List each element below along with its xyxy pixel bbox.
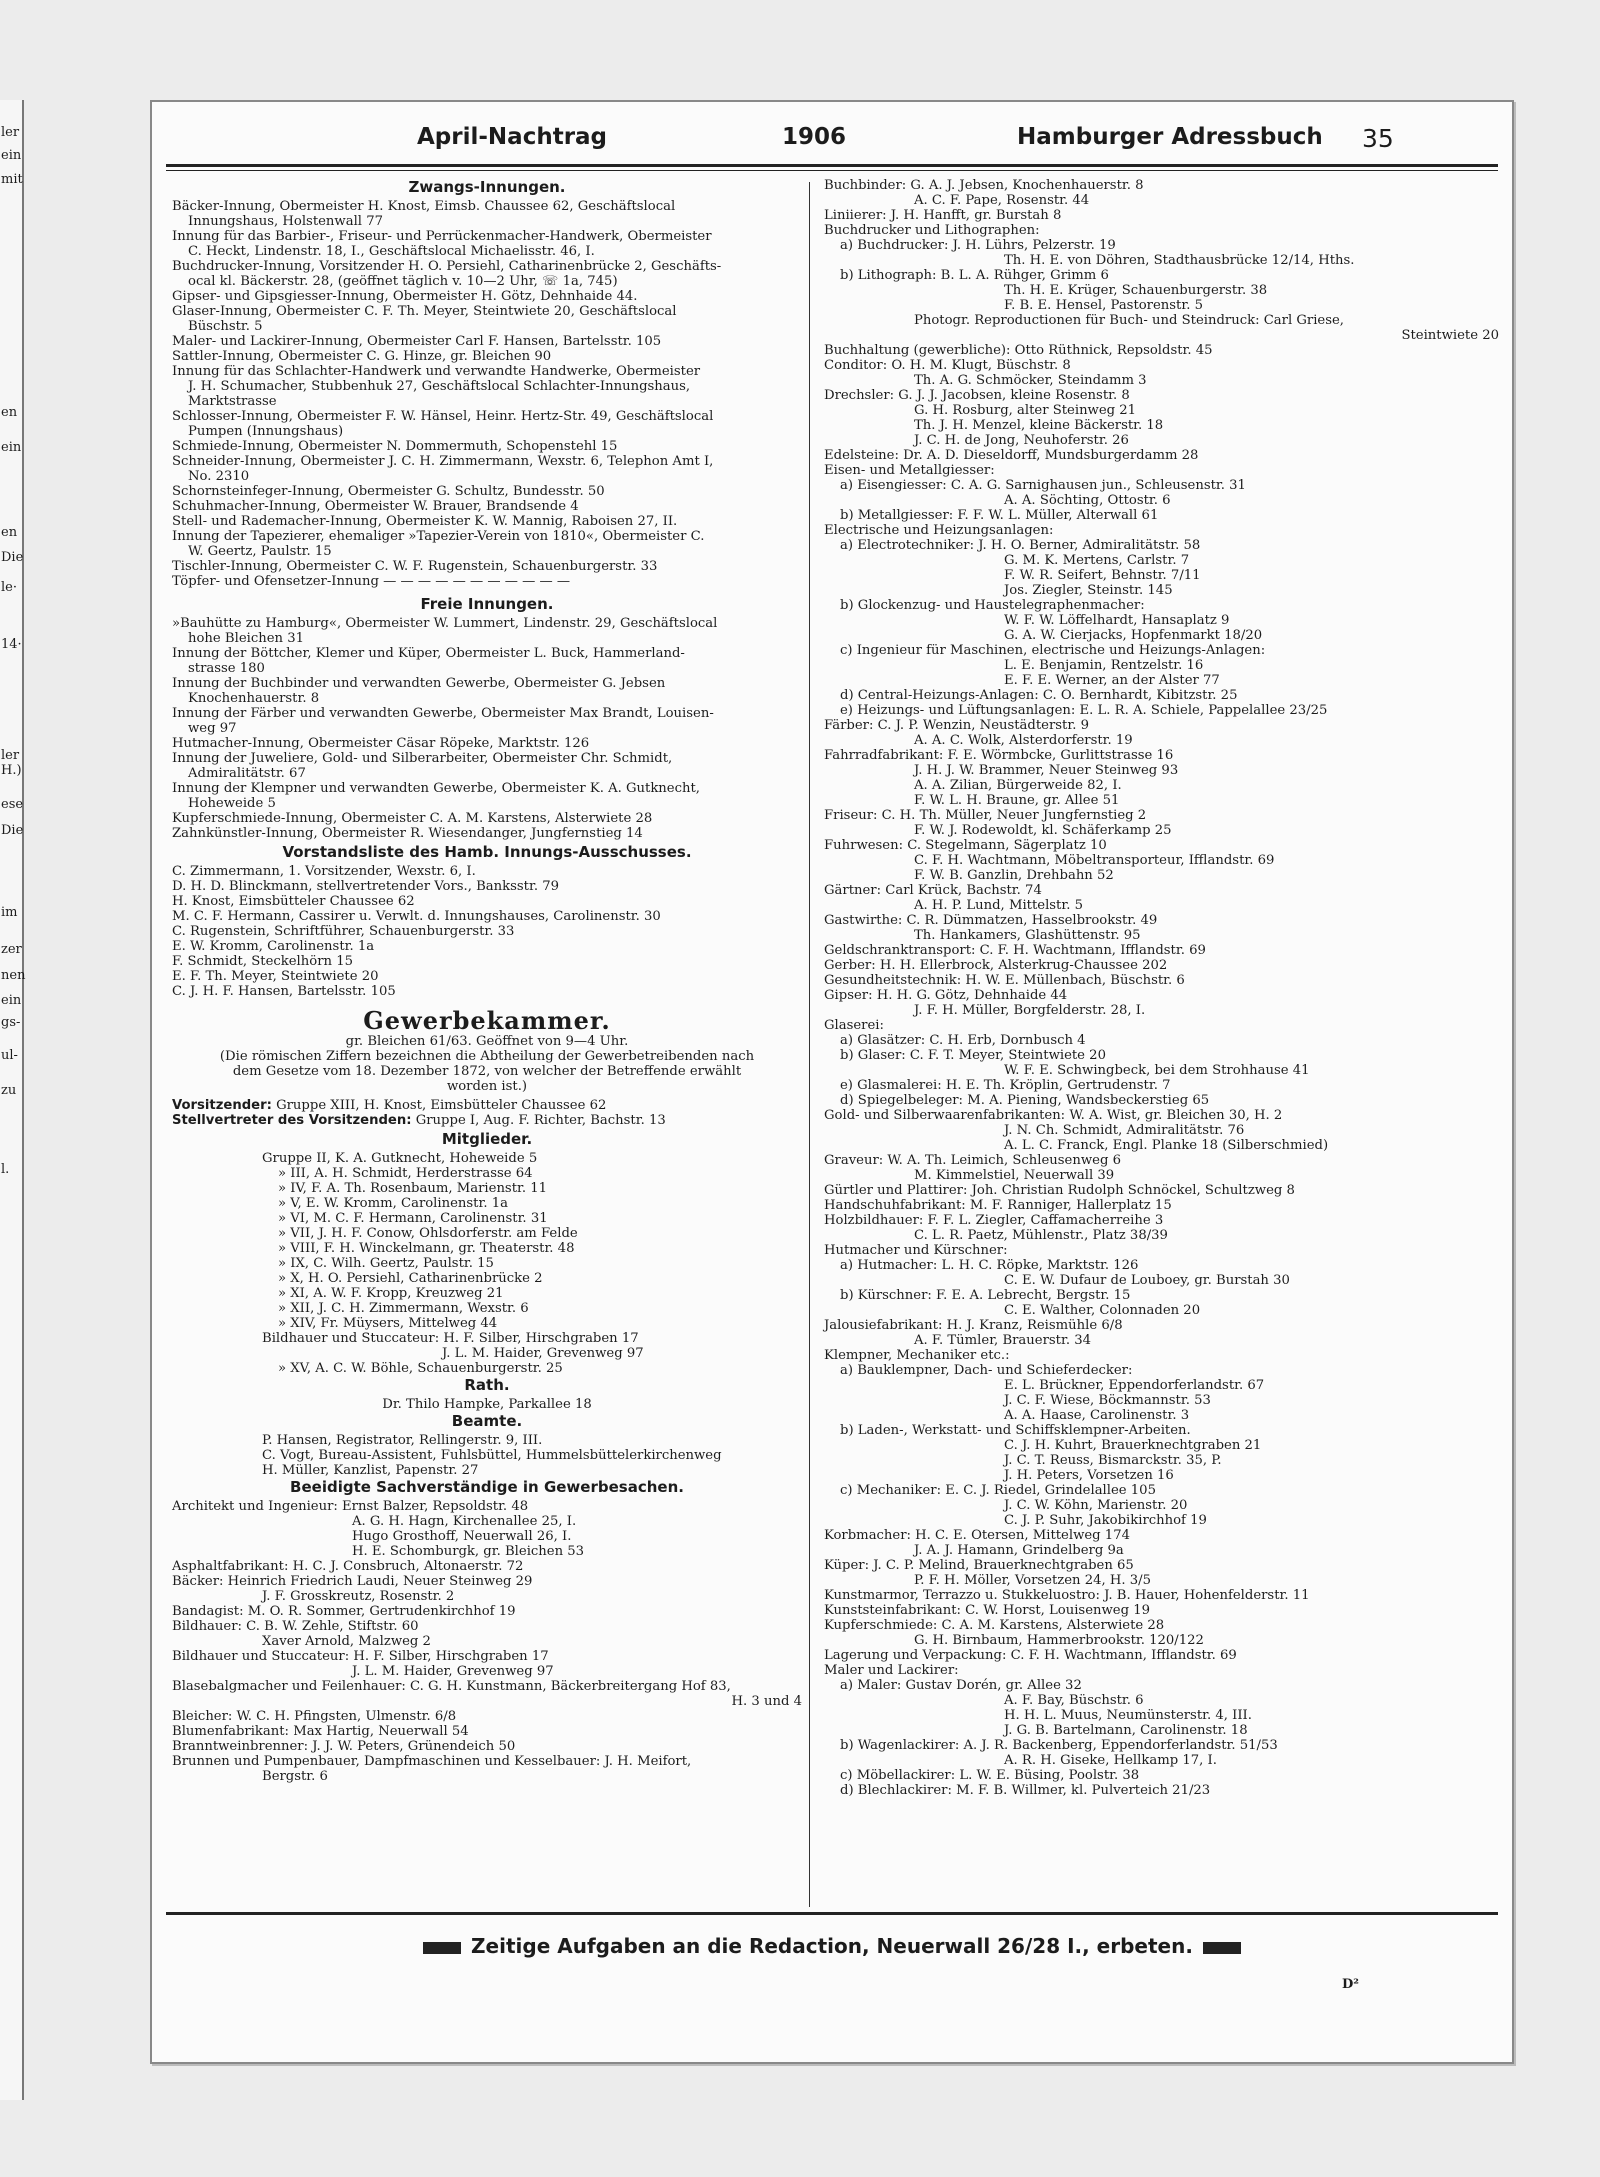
entry-line: Tischler-Innung, Obermeister C. W. F. Rugenstein, Schauenburgerstr. 33 [172, 559, 658, 574]
entry-line: D. H. D. Blinckmann, stellvertretender Vors., Banksstr. 79 [172, 879, 559, 894]
entry-line: b) Glockenzug- und Haustelegraphenmacher: [840, 598, 1145, 613]
right-column [824, 178, 1499, 1798]
vorsitzender-line [172, 1098, 802, 1113]
entry-line: Th. H. E. Krüger, Schauenburgerstr. 38 [1004, 283, 1268, 298]
entry-line: Bleicher: W. C. H. Pfingsten, Ulmenstr. 6/8 [172, 1709, 457, 1724]
entry-line: c) Mechaniker: E. C. J. Riedel, Grindelallee 105 [840, 1483, 1156, 1498]
zwangs-innungen-heading: Zwangs-Innungen. [408, 178, 566, 196]
beamte-heading: Beamte. [451, 1412, 523, 1430]
entry-line: b) Glaser: C. F. T. Meyer, Steintwiete 20 [840, 1048, 1106, 1063]
entry-line: A. F. Tümler, Brauerstr. 34 [914, 1333, 1091, 1348]
entry-line: Liniierer: J. H. Hanfft, gr. Burstah 8 [824, 208, 1062, 223]
entry-line: Glaser-Innung, Obermeister C. F. Th. Meyer, Steintwiete 20, Geschäftslocal [172, 304, 677, 319]
entry-line: Innung der Klempner und verwandten Gewerbe, Obermeister K. A. Gutknecht, [172, 781, 700, 796]
entry-line: C. F. H. Wachtmann, Möbeltransporteur, Ifflandstr. 69 [914, 853, 1275, 868]
stellvertreter-line [172, 1113, 802, 1128]
entry-line: » IV, F. A. Th. Rosenbaum, Marienstr. 11 [278, 1181, 548, 1196]
entry-line: E. F. Th. Meyer, Steintwiete 20 [172, 969, 379, 984]
entry-line: Bäcker: Heinrich Friedrich Laudi, Neuer Steinweg 29 [172, 1574, 533, 1589]
vorstandsliste-heading: Vorstandsliste des Hamb. Innungs-Ausschusses. [282, 843, 692, 861]
entry-line: Innung für das Schlachter-Handwerk und verwandte Handwerke, Obermeister [172, 364, 701, 379]
entry-line: H. Knost, Eimsbütteler Chaussee 62 [172, 894, 415, 909]
freie-innungen-heading: Freie Innungen. [420, 595, 554, 613]
entry-line: Kunstmarmor, Terrazzo u. Stukkeluostro: J. B. Hauer, Hohenfelderstr. 11 [824, 1588, 1310, 1603]
entry-line: L. E. Benjamin, Rentzelstr. 16 [1004, 658, 1204, 673]
header-title: Hamburger Adressbuch [1017, 124, 1323, 150]
margin-fragment: ein [1, 993, 22, 1008]
entry-line: F. W. B. Ganzlin, Drehbahn 52 [914, 868, 1114, 883]
margin-fragment: l. [1, 1162, 10, 1177]
margin-fragment: en [1, 525, 18, 540]
entry-line: » XIV, Fr. Müysers, Mittelweg 44 [278, 1316, 498, 1331]
entry-line: d) Blechlackirer: M. F. B. Willmer, kl. Pulverteich 21/23 [840, 1783, 1211, 1798]
entry-line: F. W. R. Seifert, Behnstr. 7/11 [1004, 568, 1201, 583]
entry-line: a) Maler: Gustav Dorén, gr. Allee 32 [840, 1678, 1082, 1693]
gewerbekammer-heading: Gewerbekammer. [363, 1006, 611, 1035]
margin-fragment: H.) [1, 763, 22, 778]
entry-line: C. Zimmermann, 1. Vorsitzender, Wexstr. 6, I. [172, 864, 476, 879]
footer-rule [166, 1912, 1498, 1915]
entry-line: Xaver Arnold, Malzweg 2 [262, 1634, 431, 1649]
entry-line: Th. Hankamers, Glashüttenstr. 95 [914, 928, 1141, 943]
margin-fragment: le· [1, 580, 17, 595]
entry-line: Handschuhfabrikant: M. F. Ranniger, Hallerplatz 15 [824, 1198, 1172, 1213]
running-header [152, 124, 1512, 160]
entry-line: G. H. Birnbaum, Hammerbrookstr. 120/122 [914, 1633, 1204, 1648]
entry-line: Gürtler und Plattirer: Joh. Christian Rudolph Schnöckel, Schultzweg 8 [824, 1183, 1295, 1198]
margin-fragment: ein [1, 440, 22, 455]
entry-line: W. F. E. Schwingbeck, bei dem Strohhause 41 [1004, 1063, 1310, 1078]
entry-line: J. C. H. de Jong, Neuhoferstr. 26 [914, 433, 1129, 448]
entry-line: » VI, M. C. F. Hermann, Carolinenstr. 31 [278, 1211, 548, 1226]
page-number: 35 [1362, 124, 1394, 153]
margin-fragment: 14· [1, 637, 22, 652]
entry-line: J. C. W. Köhn, Marienstr. 20 [1004, 1498, 1188, 1513]
signature-mark: D² [1342, 1977, 1359, 1992]
entry-line: C. J. H. F. Hansen, Bartelsstr. 105 [172, 984, 396, 999]
entry-line: gr. Bleichen 61/63. Geöffnet von 9—4 Uhr. [345, 1034, 629, 1049]
entry-line: Hutmacher-Innung, Obermeister Cäsar Röpeke, Marktstr. 126 [172, 736, 590, 751]
margin-fragment: ese [1, 797, 24, 812]
entry-line: P. Hansen, Registrator, Rellingerstr. 9, III. [262, 1433, 543, 1448]
entry-line: Klempner, Mechaniker etc.: [824, 1348, 1010, 1363]
entry-line: Gold- und Silberwaarenfabrikanten: W. A. Wist, gr. Bleichen 30, H. 2 [824, 1108, 1283, 1123]
entry-line: a) Glasätzer: C. H. Erb, Dornbusch 4 [840, 1033, 1086, 1048]
entry-line: Jalousiefabrikant: H. J. Kranz, Reismühle 6/8 [824, 1318, 1123, 1333]
entry-line: Färber: C. J. P. Wenzin, Neustädterstr. 9 [824, 718, 1089, 733]
entry-line: » III, A. H. Schmidt, Herderstrasse 64 [278, 1166, 533, 1181]
entry-line: Photogr. Reproductionen für Buch- und Steindruck: Carl Griese, [914, 313, 1344, 328]
entry-line: b) Wagenlackirer: A. J. R. Backenberg, Eppendorferlandstr. 51/53 [840, 1738, 1278, 1753]
entry-line: Kunststeinfabrikant: C. W. Horst, Louisenweg 19 [824, 1603, 1150, 1618]
entry-line: Kupferschmiede-Innung, Obermeister C. A. M. Karstens, Alsterwiete 28 [172, 811, 653, 826]
vorstandsliste-list [172, 864, 802, 999]
adjacent-page-edge [0, 100, 24, 2100]
entry-line: (Die römischen Ziffern bezeichnen die Abtheilung der Gewerbetreibenden nach [219, 1049, 755, 1064]
entry-line: Admiralitätstr. 67 [188, 766, 306, 781]
margin-fragment: gs- [1, 1015, 21, 1030]
entry-line: C. E. Walther, Colonnaden 20 [1004, 1303, 1201, 1318]
entry-line: Gärtner: Carl Krück, Bachstr. 74 [824, 883, 1042, 898]
entry-line: Büschstr. 5 [188, 319, 263, 334]
margin-fragment: mit [1, 172, 23, 187]
entry-line: Bildhauer und Stuccateur: H. F. Silber, Hirschgraben 17 [172, 1649, 549, 1664]
margin-fragment: Die [1, 823, 24, 838]
entry-line: » IX, C. Wilh. Geertz, Paulstr. 15 [278, 1256, 494, 1271]
stellvertreter-label: Stellvertreter des Vorsitzenden: [172, 1113, 412, 1128]
entry-line: b) Metallgiesser: F. F. W. L. Müller, Alterwall 61 [840, 508, 1159, 523]
mitglieder-heading: Mitglieder. [441, 1130, 533, 1148]
entry-line: » XV, A. C. W. Böhle, Schauenburgerstr. 25 [278, 1361, 563, 1376]
entry-line: J. A. J. Hamann, Grindelberg 9a [914, 1543, 1124, 1558]
gewerbekammer-intro [172, 1034, 802, 1094]
entry-line: J. C. F. Wiese, Böckmannstr. 53 [1004, 1393, 1211, 1408]
document-page [150, 100, 1514, 2064]
entry-line: A. G. H. Hagn, Kirchenallee 25, I. [352, 1514, 577, 1529]
entry-line: Korbmacher: H. C. E. Otersen, Mittelweg 174 [824, 1528, 1130, 1543]
footer-text: Zeitige Aufgaben an die Redaction, Neuerwall 26/28 I., erbeten. [471, 1934, 1193, 1958]
entry-line: c) Möbellackirer: L. W. E. Büsing, Poolstr. 38 [840, 1768, 1140, 1783]
entry-line: J. H. Peters, Vorsetzen 16 [1004, 1468, 1174, 1483]
entry-line: Hoheweide 5 [188, 796, 276, 811]
entry-line: Pumpen (Innungshaus) [188, 424, 344, 439]
entry-line: A. F. Bay, Büschstr. 6 [1004, 1693, 1144, 1708]
entry-line: Innung der Juweliere, Gold- und Silberarbeiter, Obermeister Chr. Schmidt, [172, 751, 673, 766]
entry-line: C. Heckt, Lindenstr. 18, I., Geschäftslocal Michaelisstr. 46, I. [188, 244, 595, 259]
entry-line: Lagerung und Verpackung: C. F. H. Wachtmann, Ifflandstr. 69 [824, 1648, 1237, 1663]
entry-line: F. W. J. Rodewoldt, kl. Schäferkamp 25 [914, 823, 1172, 838]
entry-line: W. F. W. Löffelhardt, Hansaplatz 9 [1004, 613, 1230, 628]
entry-line: Bildhauer: C. B. W. Zehle, Stiftstr. 60 [172, 1619, 419, 1634]
entry-line: c) Ingenieur für Maschinen, electrische und Heizungs-Anlagen: [840, 643, 1266, 658]
entry-line: A. A. Zilian, Bürgerweide 82, I. [914, 778, 1122, 793]
entry-line: a) Buchdrucker: J. H. Lührs, Pelzerstr. 19 [840, 238, 1116, 253]
entry-line: Electrische und Heizungsanlagen: [824, 523, 1054, 538]
margin-fragment: nen [1, 968, 26, 983]
entry-line: Marktstrasse [188, 394, 277, 409]
entry-line: G. M. K. Mertens, Carlstr. 7 [1004, 553, 1190, 568]
entry-line: A. H. P. Lund, Mittelstr. 5 [914, 898, 1083, 913]
entry-line: strasse 180 [188, 661, 265, 676]
entry-line: » VII, J. H. F. Conow, Ohlsdorferstr. am Felde [278, 1226, 578, 1241]
pointing-hand-icon [1203, 1942, 1241, 1954]
entry-line: e) Heizungs- und Lüftungsanlagen: E. L. R. A. Schiele, Pappelallee 23/25 [840, 703, 1328, 718]
entry-line: a) Bauklempner, Dach- und Schieferdecker: [840, 1363, 1133, 1378]
column-divider [809, 182, 810, 1907]
entry-line: Innung für das Barbier-, Friseur- und Perrückenmacher-Handwerk, Obermeister [172, 229, 712, 244]
entry-line: Th. A. G. Schmöcker, Steindamm 3 [914, 373, 1147, 388]
entry-line: hohe Bleichen 31 [188, 631, 305, 646]
margin-fragment: Die [1, 550, 24, 565]
entry-line: W. Geertz, Paulstr. 15 [188, 544, 332, 559]
entry-line: G. A. W. Cierjacks, Hopfenmarkt 18/20 [1004, 628, 1263, 643]
entry-line: Gipser- und Gipsgiesser-Innung, Obermeister H. Götz, Dehnhaide 44. [172, 289, 638, 304]
entry-line: a) Electrotechniker: J. H. O. Berner, Admiralitätstr. 58 [840, 538, 1201, 553]
margin-fragment: ul- [1, 1048, 18, 1063]
entry-line: » XI, A. W. F. Kropp, Kreuzweg 21 [278, 1286, 504, 1301]
right-column-list [824, 178, 1499, 1798]
entry-line: Innung der Färber und verwandten Gewerbe, Obermeister Max Brandt, Louisen- [172, 706, 714, 721]
entry-line: C. Rugenstein, Schriftführer, Schauenburgerstr. 33 [172, 924, 515, 939]
left-column [172, 178, 802, 1784]
header-rule [166, 164, 1498, 167]
rath-heading: Rath. [464, 1376, 510, 1394]
entry-line: Innung der Böttcher, Klemer und Küper, Obermeister L. Buck, Hammerland- [172, 646, 685, 661]
vorsitzender-label: Vorsitzender: [172, 1098, 272, 1113]
stellvertreter-text: Gruppe I, Aug. F. Richter, Bachstr. 13 [411, 1113, 666, 1128]
entry-line: Bandagist: M. O. R. Sommer, Gertrudenkirchhof 19 [172, 1604, 516, 1619]
entry-line: » X, H. O. Persiehl, Catharinenbrücke 2 [278, 1271, 543, 1286]
entry-line: Maler und Lackirer: [824, 1663, 959, 1678]
entry-line: J. F. H. Müller, Borgfelderstr. 28, I. [914, 1003, 1146, 1018]
entry-line: Buchbinder: G. A. J. Jebsen, Knochenhauerstr. 8 [824, 178, 1144, 193]
entry-line: e) Glasmalerei: H. E. Th. Kröplin, Gertrudenstr. 7 [840, 1078, 1171, 1093]
entry-line: C. J. P. Suhr, Jakobikirchhof 19 [1004, 1513, 1207, 1528]
entry-line: Drechsler: G. J. J. Jacobsen, kleine Rosenstr. 8 [824, 388, 1130, 403]
margin-fragment: ein [1, 148, 22, 163]
entry-line: Fuhrwesen: C. Stegelmann, Sägerplatz 10 [824, 838, 1107, 853]
entry-line: Knochenhauerstr. 8 [188, 691, 320, 706]
sachverstaendige-list [172, 1499, 802, 1784]
entry-line: Zahnkünstler-Innung, Obermeister R. Wiesendanger, Jungfernstieg 14 [172, 826, 643, 841]
entry-line: M. Kimmelstiel, Neuerwall 39 [914, 1168, 1115, 1183]
entry-line: Buchdrucker und Lithographen: [824, 223, 1040, 238]
entry-line: J. L. M. Haider, Grevenweg 97 [442, 1346, 644, 1361]
header-rule-thin [166, 170, 1498, 171]
entry-line: Schmiede-Innung, Obermeister N. Dommermuth, Schopenstehl 15 [172, 439, 618, 454]
entry-line: Graveur: W. A. Th. Leimich, Schleusenweg 6 [824, 1153, 1121, 1168]
entry-line: » VIII, F. H. Winckelmann, gr. Theaterstr. 48 [278, 1241, 575, 1256]
entry-line: Friseur: C. H. Th. Müller, Neuer Jungfernstieg 2 [824, 808, 1147, 823]
entry-line: M. C. F. Hermann, Cassirer u. Verwlt. d. Innungshauses, Carolinenstr. 30 [172, 909, 661, 924]
pointing-hand-icon [423, 1942, 461, 1954]
margin-fragment: en [1, 405, 18, 420]
entry-line: Branntweinbrenner: J. J. W. Peters, Grünendeich 50 [172, 1739, 516, 1754]
entry-line: d) Spiegelbeleger: M. A. Piening, Wandsbeckerstieg 65 [840, 1093, 1210, 1108]
entry-line: Sattler-Innung, Obermeister C. G. Hinze, gr. Bleichen 90 [172, 349, 552, 364]
beamte-list [172, 1433, 802, 1478]
entry-line: F. B. E. Hensel, Pastorenstr. 5 [1004, 298, 1203, 313]
entry-line: Fahrradfabrikant: F. E. Wörmbcke, Gurlittstrasse 16 [824, 748, 1174, 763]
header-year: 1906 [782, 124, 847, 150]
entry-line: Schneider-Innung, Obermeister J. C. H. Zimmermann, Wexstr. 6, Telephon Amt I, [172, 454, 714, 469]
entry-line: Stell- und Rademacher-Innung, Obermeister K. W. Mannig, Raboisen 27, II. [172, 514, 678, 529]
entry-line: Edelsteine: Dr. A. D. Dieseldorff, Mundsburgerdamm 28 [824, 448, 1199, 463]
entry-line: A. R. H. Giseke, Hellkamp 17, I. [1004, 1753, 1217, 1768]
entry-line: b) Laden-, Werkstatt- und Schiffsklempner-Arbeiten. [840, 1423, 1191, 1438]
entry-line: » XII, J. C. H. Zimmermann, Wexstr. 6 [278, 1301, 529, 1316]
entry-line: Geldschranktransport: C. F. H. Wachtmann, Ifflandstr. 69 [824, 943, 1206, 958]
entry-line: Innung der Tapezierer, ehemaliger »Tapezier-Verein von 1810«, Obermeister C. [172, 529, 705, 544]
entry-line: Th. H. E. von Döhren, Stadthausbrücke 12/14, Hths. [1004, 253, 1355, 268]
entry-line: H. 3 und 4 [731, 1694, 802, 1709]
entry-line: Bildhauer und Stuccateur: H. F. Silber, Hirschgraben 17 [262, 1331, 639, 1346]
margin-fragment: im [1, 905, 18, 920]
entry-line: J. H. J. W. Brammer, Neuer Steinweg 93 [914, 763, 1179, 778]
entry-line: J. G. B. Bartelmann, Carolinenstr. 18 [1004, 1723, 1248, 1738]
entry-line: Gastwirthe: C. R. Dümmatzen, Hasselbrookstr. 49 [824, 913, 1158, 928]
entry-line: worden ist.) [446, 1079, 528, 1094]
entry-line: Th. J. H. Menzel, kleine Bäckerstr. 18 [914, 418, 1164, 433]
entry-line: Glaserei: [824, 1018, 884, 1033]
entry-line: J. N. Ch. Schmidt, Admiralitätstr. 76 [1004, 1123, 1245, 1138]
entry-line: Buchhaltung (gewerbliche): Otto Rüthnick, Repsoldstr. 45 [824, 343, 1213, 358]
entry-line: Schuhmacher-Innung, Obermeister W. Brauer, Brandsende 4 [172, 499, 579, 514]
margin-fragment: ler [1, 748, 20, 763]
entry-line: Bergstr. 6 [262, 1769, 328, 1784]
entry-line: Blasebalgmacher und Feilenhauer: C. G. H. Kunstmann, Bäckerbreitergang Hof 83, [172, 1679, 731, 1694]
entry-line: Architekt und Ingenieur: Ernst Balzer, Repsoldstr. 48 [172, 1499, 529, 1514]
entry-line: Conditor: O. H. M. Klugt, Büschstr. 8 [824, 358, 1071, 373]
entry-line: a) Hutmacher: L. H. C. Röpke, Marktstr. 126 [840, 1258, 1139, 1273]
entry-line: b) Kürschner: F. E. A. Lebrecht, Bergstr. 15 [840, 1288, 1131, 1303]
entry-line: Schlosser-Innung, Obermeister F. W. Hänsel, Heinr. Hertz-Str. 49, Geschäftslocal [172, 409, 714, 424]
entry-line: A. A. C. Wolk, Alsterdorferstr. 19 [914, 733, 1133, 748]
entry-line: Bäcker-Innung, Obermeister H. Knost, Eimsb. Chaussee 62, Geschäftslocal [172, 199, 676, 214]
entry-line: Asphaltfabrikant: H. C. J. Consbruch, Altonaerstr. 72 [172, 1559, 524, 1574]
entry-line: weg 97 [188, 721, 237, 736]
margin-fragment: ler [1, 125, 20, 140]
entry-line: dem Gesetze vom 18. Dezember 1872, von welcher der Betreffende erwählt [232, 1064, 742, 1079]
entry-line: F. Schmidt, Steckelhörn 15 [172, 954, 353, 969]
entry-line: » V, E. W. Kromm, Carolinenstr. 1a [278, 1196, 508, 1211]
entry-line: d) Central-Heizungs-Anlagen: C. O. Bernhardt, Kibitzstr. 25 [840, 688, 1238, 703]
entry-line: E. F. E. Werner, an der Alster 77 [1004, 673, 1220, 688]
entry-line: Hugo Grosthoff, Neuerwall 26, I. [352, 1529, 572, 1544]
entry-line: Buchdrucker-Innung, Vorsitzender H. O. Persiehl, Catharinenbrücke 2, Geschäfts- [172, 259, 722, 274]
entry-line: Töpfer- und Ofensetzer-Innung — — — — — — — — — — — [172, 574, 571, 589]
vorsitzender-text: Gruppe XIII, H. Knost, Eimsbütteler Chaussee 62 [271, 1098, 607, 1113]
entry-line: C. Vogt, Bureau-Assistent, Fuhlsbüttel, Hummelsbüttelerkirchenweg [262, 1448, 722, 1463]
rath-list [172, 1397, 802, 1412]
entry-line: J. H. Schumacher, Stubbenhuk 27, Geschäftslocal Schlachter-Innungshaus, [188, 379, 691, 394]
entry-line: Innungshaus, Holstenwall 77 [188, 214, 383, 229]
entry-line: C. E. W. Dufaur de Louboey, gr. Burstah 30 [1004, 1273, 1290, 1288]
entry-line: Eisen- und Metallgiesser: [824, 463, 995, 478]
margin-fragment: zer [1, 942, 22, 957]
footer-notice [152, 1934, 1512, 1958]
entry-line: C. J. H. Kuhrt, Brauerknechtgraben 21 [1004, 1438, 1262, 1453]
entry-line: Jos. Ziegler, Steinstr. 145 [1004, 583, 1173, 598]
entry-line: Gerber: H. H. Ellerbrock, Alsterkrug-Chaussee 202 [824, 958, 1168, 973]
entry-line: J. C. T. Reuss, Bismarckstr. 35, P. [1004, 1453, 1222, 1468]
entry-line: a) Eisengiesser: C. A. G. Sarnighausen jun., Schleusenstr. 31 [840, 478, 1246, 493]
entry-line: No. 2310 [188, 469, 250, 484]
entry-line: b) Lithograph: B. L. A. Rühger, Grimm 6 [840, 268, 1109, 283]
entry-line: P. F. H. Möller, Vorsetzen 24, H. 3/5 [914, 1573, 1152, 1588]
entry-line: Dr. Thilo Hampke, Parkallee 18 [382, 1397, 592, 1412]
entry-line: Kupferschmiede: C. A. M. Karstens, Alsterwiete 28 [824, 1618, 1165, 1633]
entry-line: Blumenfabrikant: Max Hartig, Neuerwall 54 [172, 1724, 469, 1739]
entry-line: Maler- und Lackirer-Innung, Obermeister Carl F. Hansen, Bartelsstr. 105 [172, 334, 662, 349]
entry-line: E. L. Brückner, Eppendorferlandstr. 67 [1004, 1378, 1265, 1393]
entry-line: A. A. Haase, Carolinenstr. 3 [1004, 1408, 1190, 1423]
entry-line: A. L. C. Franck, Engl. Planke 18 (Silberschmied) [1004, 1138, 1329, 1153]
entry-line: Hutmacher und Kürschner: [824, 1243, 1008, 1258]
sachverstaendige-heading: Beeidigte Sachverständige in Gewerbesachen. [290, 1478, 684, 1496]
entry-line: Steintwiete 20 [1401, 328, 1499, 343]
entry-line: Schornsteinfeger-Innung, Obermeister G. Schultz, Bundesstr. 50 [172, 484, 605, 499]
freie-innungen-list [172, 616, 802, 841]
entry-line: Gruppe II, K. A. Gutknecht, Hoheweide 5 [262, 1151, 538, 1166]
entry-line: ocal kl. Bäckerstr. 28, (geöffnet täglich v. 10—2 Uhr, ☏ 1a, 745) [188, 274, 618, 289]
entry-line: Gipser: H. H. G. Götz, Dehnhaide 44 [824, 988, 1068, 1003]
entry-line: J. F. Grosskreutz, Rosenstr. 2 [262, 1589, 455, 1604]
entry-line: H. E. Schomburgk, gr. Bleichen 53 [352, 1544, 585, 1559]
entry-line: C. L. R. Paetz, Mühlenstr., Platz 38/39 [914, 1228, 1168, 1243]
entry-line: Innung der Buchbinder und verwandten Gewerbe, Obermeister G. Jebsen [172, 676, 666, 691]
entry-line: Brunnen und Pumpenbauer, Dampfmaschinen und Kesselbauer: J. H. Meifort, [172, 1754, 692, 1769]
entry-line: Holzbildhauer: F. F. L. Ziegler, Caffamacherreihe 3 [824, 1213, 1164, 1228]
entry-line: A. C. F. Pape, Rosenstr. 44 [914, 193, 1090, 208]
entry-line: E. W. Kromm, Carolinenstr. 1a [172, 939, 375, 954]
header-left: April-Nachtrag [417, 124, 608, 150]
entry-line: »Bauhütte zu Hamburg«, Obermeister W. Lummert, Lindenstr. 29, Geschäftslocal [172, 616, 718, 631]
entry-line: H. H. L. Muus, Neumünsterstr. 4, III. [1004, 1708, 1252, 1723]
entry-line: G. H. Rosburg, alter Steinweg 21 [914, 403, 1137, 418]
entry-line: Gesundheitstechnik: H. W. E. Müllenbach, Büschstr. 6 [824, 973, 1185, 988]
margin-fragment: zu [1, 1083, 17, 1098]
entry-line: J. L. M. Haider, Grevenweg 97 [352, 1664, 554, 1679]
entry-line: F. W. L. H. Braune, gr. Allee 51 [914, 793, 1120, 808]
entry-line: Küper: J. C. P. Melind, Brauerknechtgraben 65 [824, 1558, 1134, 1573]
entry-line: H. Müller, Kanzlist, Papenstr. 27 [262, 1463, 479, 1478]
zwangs-innungen-list [172, 199, 802, 589]
entry-line: A. A. Söchting, Ottostr. 6 [1004, 493, 1171, 508]
mitglieder-list [172, 1151, 802, 1376]
